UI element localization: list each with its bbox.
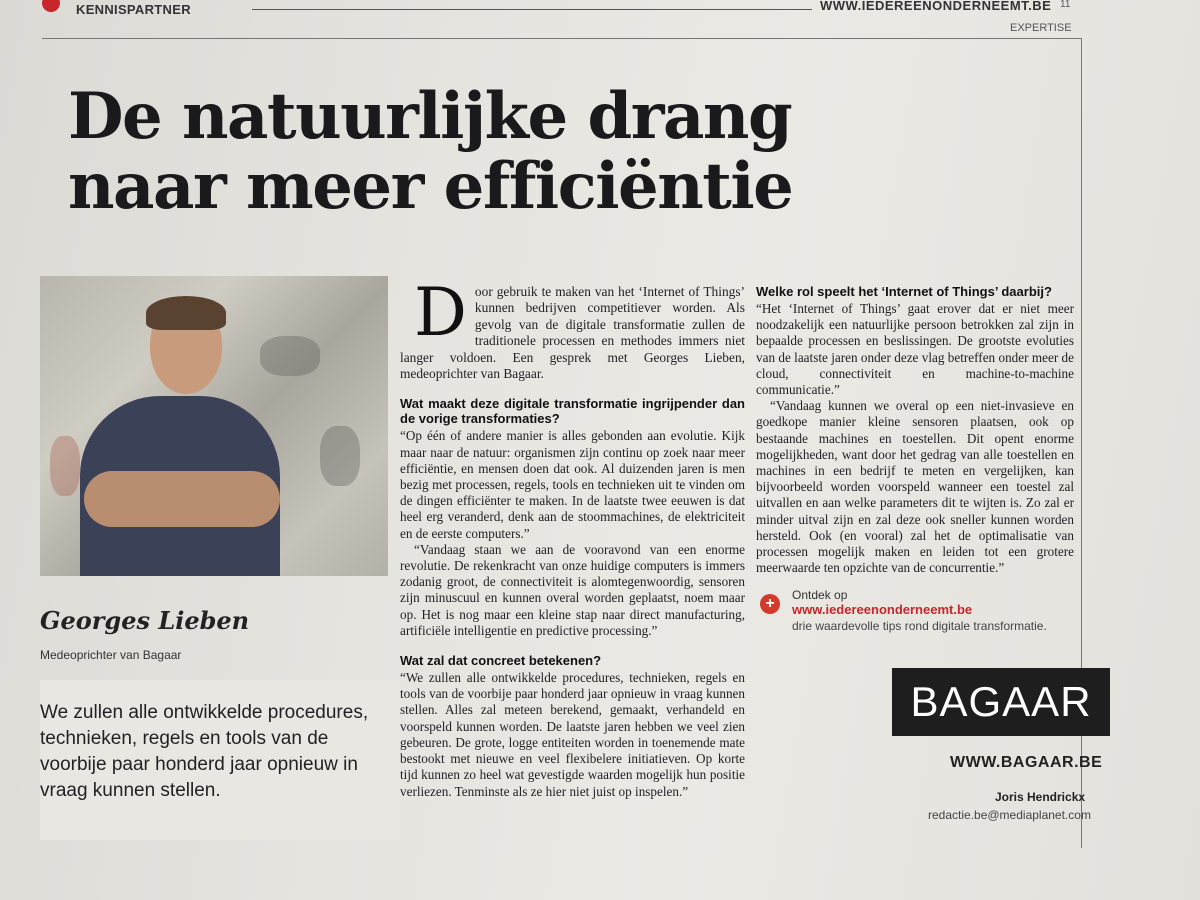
question-3: Welke rol speelt het ‘Internet of Things’ daarbij? — [756, 284, 1052, 299]
article-column-1 — [400, 274, 745, 800]
category-label: EXPERTISE — [1010, 22, 1072, 34]
article-title — [68, 79, 968, 224]
plus-circle-icon: + — [760, 594, 780, 614]
cta-description: drie waardevolle tips rond digitale transformatie. — [792, 619, 1047, 633]
question-2: Wat zal dat concreet betekenen? — [400, 653, 602, 669]
sponsor-link[interactable]: WWW.BAGAAR.BE — [950, 754, 1103, 771]
lead-text: oor gebruik te maken van het ‘Internet of Things’ kunnen bedrijven competitiever worden. Als gevolg van de digitale transformatie zullen de traditionele processen en methodes immers niet langer voldoen. Een gesprek met Georges Lieben, medeoprichter van Bagaar. — [400, 284, 745, 382]
drop-cap: D — [414, 274, 467, 351]
answer-3-paragraph-2: “Vandaag kunnen we overal op een niet-invasieve en goedkope manier kleine sensoren plaatsen, ook op bestaande machines en toestellen. Dit opent enorme mogelijkheden, want door het gedrag van alle toestellen en machines in een bedrijf te meten en vergelijken, kan bijvoorbeeld worden voorspeld wanneer een toestel zal uitvallen en aan welke parameters dit te wijten is. Zo zal er minder uitval zijn en zal deze ook sneller kunnen worden hersteld. Ook (en vooral) zal het de optimalisatie van processen mogelijk maken en leiden tot een grotere meerwaarde ten opzichte van de concurrentie.” — [756, 398, 1074, 576]
header-divider — [252, 9, 812, 10]
title-line-2: naar meer efficiëntie — [68, 149, 793, 224]
pull-quote: We zullen alle ontwikkelde procedures, technieken, regels en tools van de voorbije paar honderd jaar opnieuw in vraag kunnen stellen. — [40, 680, 400, 840]
section-label: KENNISPARTNER — [76, 2, 191, 17]
person-hair — [146, 296, 226, 330]
contact-email[interactable]: redactie.be@mediaplanet.com — [928, 808, 1091, 822]
title-line-1: De natuurlijke drang — [68, 79, 792, 154]
cta-link[interactable]: www.iedereenonderneemt.be — [792, 602, 973, 617]
page-number: 11 — [1060, 0, 1071, 10]
cta-label: Ontdek op — [792, 588, 848, 602]
answer-3-paragraph-1: “Het ‘Internet of Things’ gaat erover dat er niet meer noodzakelijk een natuurlijke persoon betrokken zal zijn in bepaalde processen en beslissingen. De grootste evoluties van de laatste jaren onder deze vlag betreffen onder meer de cloud, connectiviteit en machine-to-machine communicatie.” — [756, 301, 1074, 398]
answer-2-paragraph-1: “We zullen alle ontwikkelde procedures, technieken, regels en tools van de voorbije paar honderd jaar opnieuw in vraag kunnen stellen. Alles zal meteen berekend, gemaakt, verhandeld en voorspeld kunnen worden. De laatste jaren hebben we veel zien gebeuren. De grote, logge entiteiten worden in toenemende mate bestookt met nieuwe en veel flexibelere initiatieven. Op korte tijd kunnen zo heel wat gevestigde waarden mogelijk hun positie verliezen. Tenminste als ze hier niet juist op inspelen.” — [400, 670, 745, 799]
article-column-2 — [756, 284, 1074, 576]
bagaar-logo: BAGAAR — [892, 668, 1110, 736]
person-crossed-arms — [84, 471, 280, 527]
answer-1-paragraph-1: “Op één of andere manier is alles gebonden aan evolutie. Kijk maar naar de natuur: organismen zijn continu op zoek naar meer efficiëntie, en mensen doen dat ook. Al duizenden jaren is men bezig met processen, regels, tools en technieken uit te vinden om de dingen efficiënter te maken. In de laatste twee eeuwen is dat heel erg veranderd, denk aan de stoommachines, de elektriciteit en de eerste computers.” — [400, 428, 745, 541]
lead-paragraph — [400, 274, 745, 382]
header-website: WWW.IEDEREENONDERNEEMT.BE — [820, 0, 1052, 13]
answer-1-paragraph-2: “Vandaag staan we aan de vooravond van een enorme revolutie. De rekenkracht van onze huidige computers is immers zodanig groot, de connectiviteit is alomtegenwoordig, sensoren zijn minuscuul en kunnen overal worden geplaatst, noem maar op. Het is nog maar een kleine stap naar direct manufacturing, artificiële intelligentie en predictive processing.” — [400, 541, 745, 638]
profile-role: Medeoprichter van Bagaar — [40, 648, 182, 662]
wall-texture — [320, 426, 360, 486]
wall-texture — [260, 336, 320, 376]
wall-texture — [50, 436, 80, 496]
portrait-photo — [40, 276, 388, 576]
question-1: Wat maakt deze digitale transformatie ingrijpender dan de vorige transformaties? — [400, 396, 745, 427]
author-name: Joris Hendrickx — [995, 790, 1086, 804]
profile-name: Georges Lieben — [40, 606, 250, 635]
